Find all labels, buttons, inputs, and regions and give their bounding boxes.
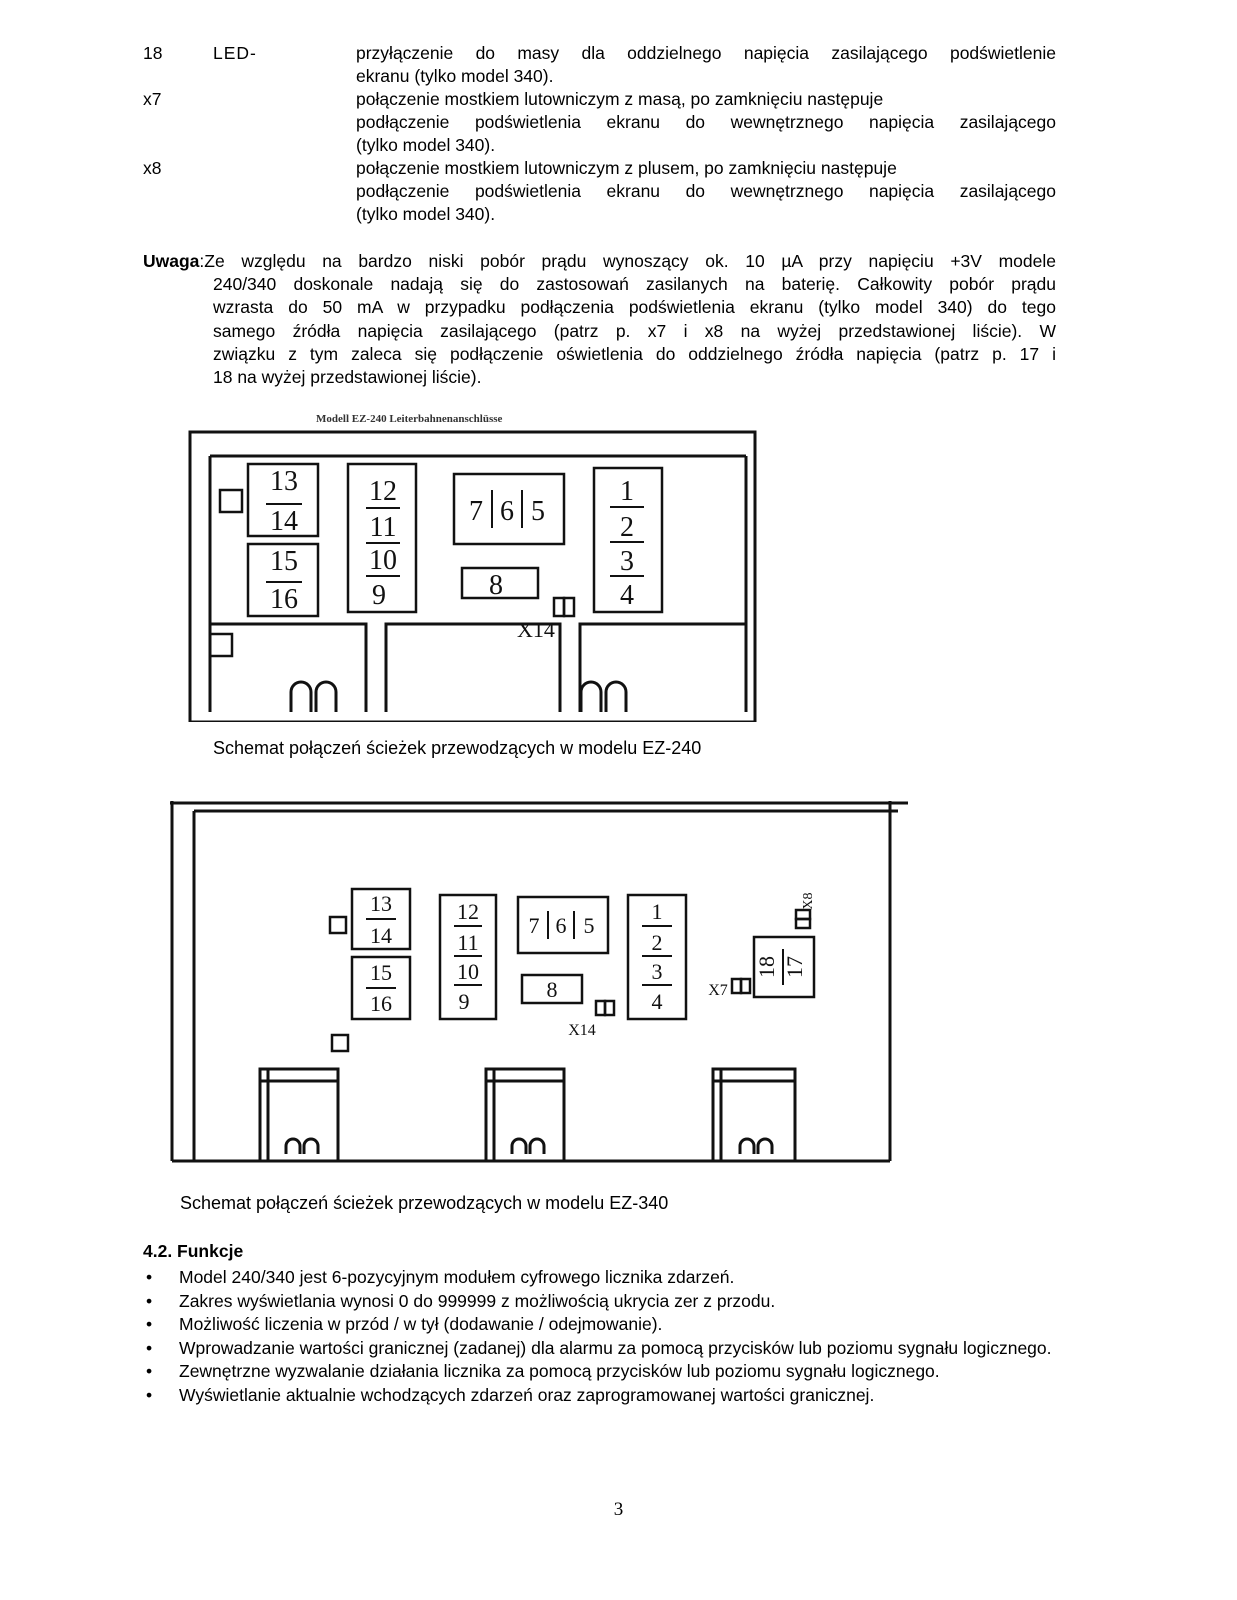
note-label: Uwaga: [143, 251, 200, 271]
pin-label: 8: [546, 977, 558, 1002]
pin-label: 5: [531, 496, 545, 527]
list-item: [143, 1290, 1056, 1314]
diagram-caption-ez240: Schemat połączeń ścieżek przewodzących w modelu EZ-240: [213, 738, 702, 758]
bullet-icon: •: [146, 1337, 153, 1358]
x7-label: X7: [708, 982, 728, 999]
pin-label: 6: [500, 496, 514, 527]
list-item-text: Zewnętrzne wyzwalanie działania licznika za pomocą przycisków lub poziomu sygnału logicznego.: [179, 1361, 940, 1381]
list-item: [143, 1337, 1056, 1361]
pin-label: 2: [651, 930, 663, 955]
diagram-ez240: [186, 412, 776, 722]
pin-label: 7: [528, 913, 540, 938]
note-first-line: [143, 250, 1056, 273]
pin-label: 17: [782, 956, 807, 978]
x14-label: X14: [517, 617, 555, 642]
x14-pad: [554, 598, 564, 616]
square-pad: [210, 634, 232, 656]
bullet-icon: •: [146, 1384, 153, 1405]
note-line: wzrasta do 50 mA w przypadku podłączenia podświetlenia ekranu (tylko model 340) do tego: [213, 297, 1056, 318]
note-line: samego źródła napięcia zasilającego (patrz p. x7 i x8 na wyżej przedstawionej liście). W: [213, 320, 1056, 341]
x14-pad: [596, 1001, 605, 1015]
note-body: [143, 273, 1056, 389]
pin-label: 11: [369, 512, 397, 543]
list-item-text: Możliwość liczenia w przód / w tył (dodawanie / odejmowanie).: [179, 1314, 663, 1334]
pin-label: 12: [369, 476, 397, 507]
pin-description: [356, 42, 1056, 88]
pin-number: x8: [143, 158, 162, 178]
pin-label: 7: [469, 496, 483, 527]
bullet-icon: •: [146, 1361, 153, 1381]
x14-label: X14: [568, 1022, 596, 1039]
pin-label: 15: [370, 960, 392, 985]
pin-number: 18: [143, 43, 163, 63]
x7-pad: [741, 979, 750, 993]
square-pad: [330, 917, 346, 933]
pin-number: x7: [143, 89, 162, 109]
pin-label: 3: [620, 546, 634, 577]
pin-label: 10: [457, 959, 479, 984]
fraction-lines: [366, 911, 783, 988]
square-pad: [332, 1035, 348, 1051]
pcb-layout-ez240: [186, 412, 776, 722]
pin-label: 11: [457, 930, 479, 955]
pin-label: 14: [270, 506, 298, 537]
list-item-text: Wyświetlanie aktualnie wchodzących zdarzeń oraz zaprogramowanej wartości granicznej.: [179, 1384, 875, 1405]
pcb-layout-ez340: [168, 799, 910, 1171]
pin-description-line: (tylko model 340).: [356, 204, 496, 224]
list-item: [143, 1266, 1056, 1290]
section-heading: 4.2. Funkcje: [143, 1241, 244, 1261]
pin-label: 12: [457, 899, 479, 924]
bullet-icon: •: [146, 1290, 153, 1311]
list-item-text: Wprowadzanie wartości granicznej (zadanej) dla alarmu za pomocą przycisków lub poziomu sygnału logicznego.: [179, 1337, 1052, 1358]
pcb-outline: [170, 801, 908, 1161]
x14-pad: [605, 1001, 614, 1015]
x14-pad: [564, 598, 574, 616]
pin-description-line: podłączenie podświetlenia ekranu do wewnętrznego napięcia zasilającego: [356, 181, 1056, 201]
features-list: [143, 1266, 1056, 1407]
pin-label: 18: [754, 956, 779, 978]
list-item-text: Model 240/340 jest 6-pozycyjnym modułem cyfrowego licznika zdarzeń.: [179, 1267, 735, 1287]
pin-description-line: połączenie mostkiem lutowniczym z masą, po zamknięciu następuje: [356, 89, 884, 109]
square-pad: [220, 490, 242, 512]
pin-label: 4: [651, 989, 663, 1014]
list-item: [143, 1384, 1056, 1408]
pin-label: 8: [489, 570, 503, 601]
pin-label: 9: [372, 580, 386, 611]
x8-label: X8: [801, 892, 816, 910]
pin-label: 13: [270, 466, 298, 497]
x8-pad: [796, 910, 810, 919]
list-item-text: Zakres wyświetlania wynosi 0 do 999999 z możliwością ukrycia zer z przodu.: [179, 1290, 776, 1311]
pin-description-line: podłączenie podświetlenia ekranu do wewnętrznego napięcia zasilającego: [356, 112, 1056, 132]
pin-label: 16: [370, 991, 392, 1016]
pin-description: [356, 88, 1056, 157]
pin-labels: [370, 891, 816, 1039]
page-number: 3: [613, 1499, 624, 1520]
pin-label: 10: [369, 545, 397, 576]
pin-label: 16: [270, 584, 298, 615]
note-line: związku z tym zaleca się podłączenie oświetlenia do oddzielnego źródła napięcia (patrz p. 17 i: [213, 343, 1056, 364]
pin-label: 13: [370, 891, 392, 916]
note-line: 240/340 doskonale nadają się do zastosowań zasilanych na baterię. Całkowity pobór prądu: [213, 274, 1056, 295]
pin-label: 2: [620, 512, 634, 543]
pin-label: 9: [458, 989, 470, 1014]
note-first-text: :Ze względu na bardzo niski pobór prądu wynoszący ok. 10 µA przy napięciu +3V modele: [199, 251, 1056, 271]
list-item: [143, 1360, 1056, 1384]
pin-label: 5: [583, 913, 595, 938]
pin-label: 14: [370, 923, 392, 948]
pin-description-line: przyłączenie do masy dla oddzielnego napięcia zasilającego podświetlenie: [356, 43, 1056, 63]
note-paragraph: [143, 250, 1056, 389]
pin-description-line: ekranu (tylko model 340).: [356, 66, 554, 86]
diagram-caption-ez340: Schemat połączeń ścieżek przewodzących w modelu EZ-340: [180, 1193, 669, 1213]
pin-label: 3: [651, 959, 663, 984]
pin-label: 15: [270, 546, 298, 577]
pin-label: 6: [555, 913, 567, 938]
diagram-ez340: [168, 799, 910, 1171]
x7-pad: [732, 979, 741, 993]
bullet-icon: •: [146, 1314, 153, 1334]
bullet-icon: •: [146, 1267, 153, 1287]
pin-description-line: połączenie mostkiem lutowniczym z plusem, po zamknięciu następuje: [356, 158, 897, 178]
note-line: 18 na wyżej przedstawionej liście).: [213, 367, 482, 388]
x8-pad: [796, 919, 810, 928]
pin-name: LED-: [213, 43, 257, 63]
list-item: [143, 1313, 1056, 1337]
pin-labels: [270, 466, 634, 642]
diagram-header-text: Modell EZ-240 Leiterbahnenanschlüsse: [316, 413, 503, 425]
pin-description: [356, 157, 1056, 226]
pin-label: 1: [620, 476, 634, 507]
pin-label: 1: [651, 899, 663, 924]
pin-label: 4: [620, 580, 634, 611]
pin-description-line: (tylko model 340).: [356, 135, 496, 155]
